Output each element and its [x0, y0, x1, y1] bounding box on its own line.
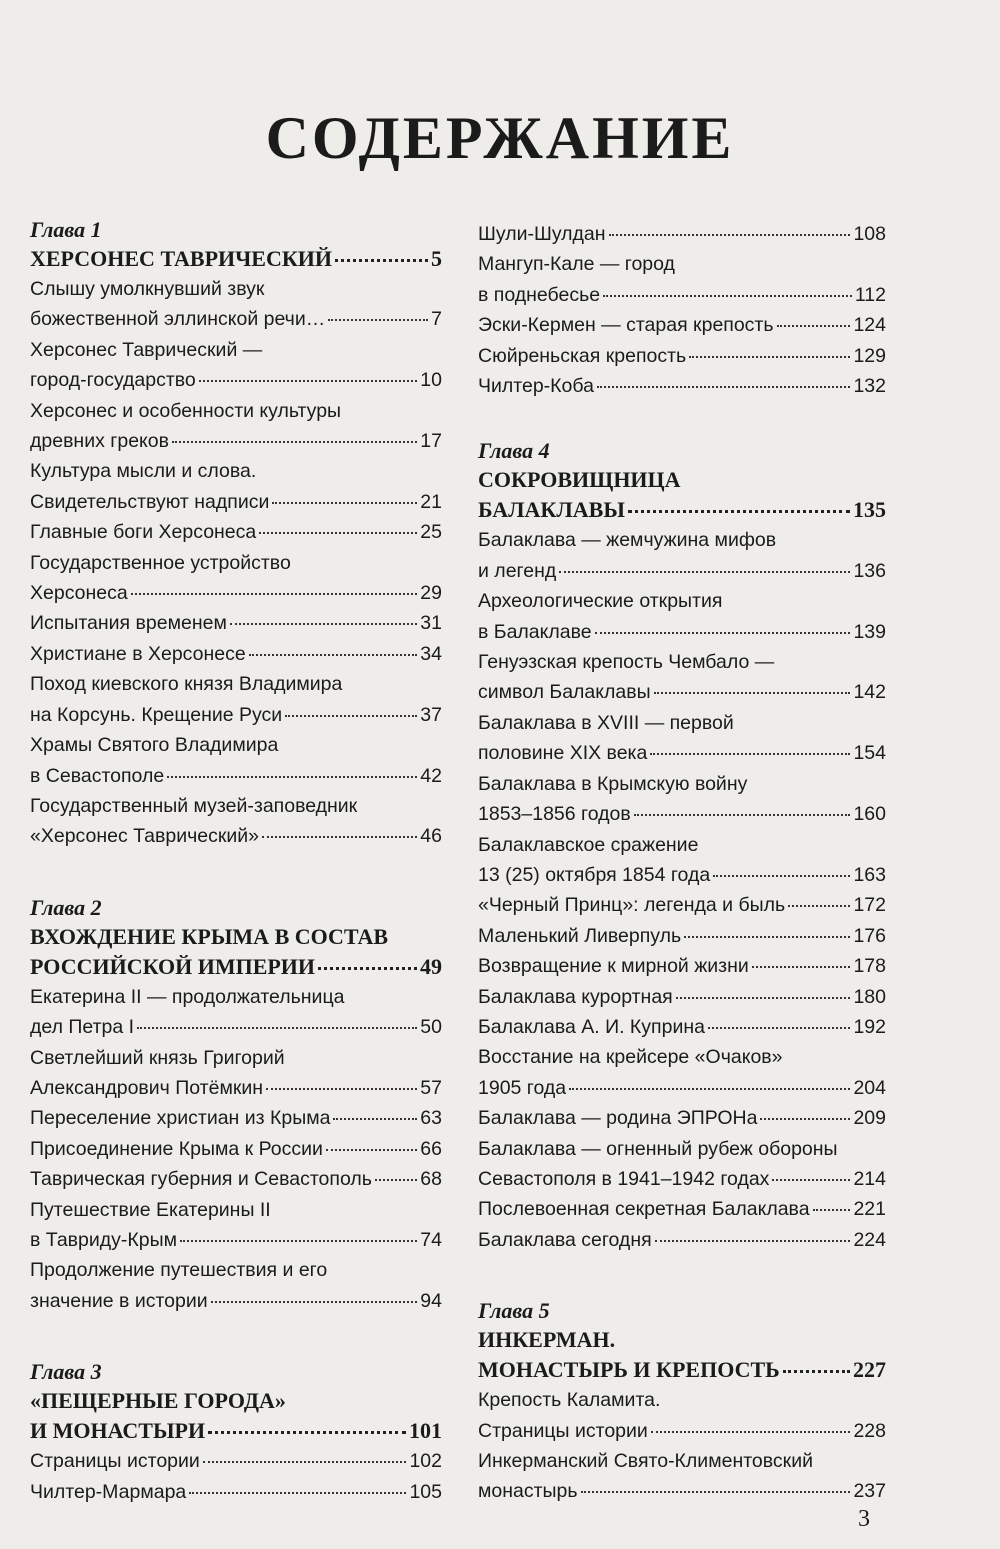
- toc-entry-last-line: [30, 700, 442, 730]
- toc-page-number: 49: [420, 953, 442, 979]
- toc-page-number: 10: [420, 369, 442, 392]
- toc-page-number: 180: [853, 985, 886, 1008]
- toc-right-column: [478, 219, 886, 1549]
- toc-entry-text: Маленький Ливерпуль: [478, 924, 682, 947]
- dot-leader: [333, 1118, 417, 1120]
- toc-entry-text: «Черный Принц»: легенда и быль: [478, 894, 786, 917]
- dot-leader: [752, 966, 851, 968]
- dot-leader: [609, 234, 851, 236]
- toc-page-number: 68: [420, 1168, 442, 1191]
- toc-page-number: 42: [420, 764, 442, 787]
- dot-leader: [581, 1491, 851, 1493]
- toc-entry: [30, 791, 442, 852]
- toc-page-number: 135: [853, 497, 886, 523]
- toc-entry-line: Генуэзская крепость Чембало —: [478, 651, 775, 674]
- toc-entry-text: монастырь: [478, 1480, 578, 1503]
- toc-entry-line: Балаклавское сражение: [478, 833, 699, 856]
- toc-entry-text: Послевоенная секретная Балаклава: [478, 1198, 810, 1221]
- dot-leader: [777, 325, 851, 327]
- dot-leader: [559, 571, 850, 573]
- toc-entry-line: Культура мысли и слова.: [30, 460, 257, 483]
- toc-entry-text: Христиане в Херсонесе: [30, 642, 246, 665]
- toc-page-number: 163: [853, 863, 886, 886]
- toc-entry-text: Главные боги Херсонеса: [30, 521, 257, 544]
- toc-entry: [478, 1103, 886, 1133]
- toc-entry-text: Балаклава А. И. Куприна: [478, 1015, 705, 1038]
- toc-entry-last-line: [478, 1073, 886, 1103]
- toc-entry-text: Свидетельствуют надписи: [30, 490, 270, 513]
- dot-leader: [569, 1088, 850, 1090]
- chapter-3-continuation: [478, 219, 886, 401]
- toc-entry-text: дел Петра I: [30, 1016, 135, 1039]
- toc-entry: [30, 274, 442, 335]
- toc-entry: [30, 982, 442, 1043]
- toc-entry: [478, 921, 886, 951]
- dot-leader: [788, 905, 850, 907]
- toc-entry: [478, 525, 886, 586]
- dot-leader: [634, 814, 851, 816]
- toc-page-number: 160: [853, 803, 886, 826]
- toc-entry-text: и легенд: [478, 559, 557, 582]
- dot-leader: [259, 532, 417, 534]
- toc-page-number: 66: [420, 1137, 442, 1160]
- toc-entry-line: Светлейший князь Григорий: [30, 1046, 285, 1069]
- toc-entry: [478, 1385, 886, 1446]
- toc-entry: [30, 1195, 442, 1256]
- dot-leader: [708, 1027, 850, 1029]
- toc-page-number: 34: [420, 642, 442, 665]
- toc-entry: [30, 1043, 442, 1104]
- dot-leader: [713, 875, 850, 877]
- toc-entry-text: РОССИЙСКОЙ ИМПЕРИИ: [30, 953, 316, 979]
- chapter-label: Глава 1: [30, 217, 102, 242]
- toc-page-number: 25: [420, 521, 442, 544]
- toc-entry: [478, 769, 886, 830]
- toc-entry-text: Шули-Шулдан: [478, 223, 606, 245]
- dot-leader: [167, 776, 417, 778]
- toc-entry-text: 1905 года: [478, 1076, 567, 1099]
- dot-leader: [189, 1492, 406, 1494]
- toc-entry-last-line: [30, 761, 442, 791]
- toc-entry-last-line: [30, 1225, 442, 1255]
- dot-leader: [597, 386, 851, 388]
- toc-entry-text: Возвращение к мирной жизни: [478, 955, 749, 978]
- toc-entry-text: Присоединение Крыма к России: [30, 1137, 323, 1160]
- toc-entry-last-line: [478, 738, 886, 768]
- toc-entry-text: Александрович Потёмкин: [30, 1076, 264, 1099]
- toc-page-number: 108: [853, 223, 886, 245]
- toc-entry-last-line: [478, 951, 886, 981]
- dot-leader: [595, 632, 851, 634]
- toc-entry-last-line: [30, 487, 442, 517]
- toc-entry: [478, 982, 886, 1012]
- toc-entry: [30, 730, 442, 791]
- toc-entry: [478, 1446, 886, 1507]
- toc-entry: [478, 1225, 886, 1255]
- toc-entry-list: [30, 1446, 442, 1507]
- page-title: СОДЕРЖАНИЕ: [265, 105, 735, 171]
- toc-entry-text: МОНАСТЫРЬ И КРЕПОСТЬ: [478, 1357, 780, 1383]
- toc-entry-last-line: [478, 1416, 886, 1446]
- toc-entry: [30, 1255, 442, 1316]
- toc-entry-last-line: [478, 1355, 886, 1385]
- toc-entry-text: 13 (25) октября 1854 года: [478, 863, 711, 886]
- toc-right-chapters: [478, 437, 886, 1506]
- toc-entry: [30, 669, 442, 730]
- toc-entry-list: [30, 982, 442, 1316]
- toc-entry-last-line: [30, 1103, 442, 1133]
- toc-entry-line: Археологические открытия: [478, 590, 723, 613]
- toc-page-number: 204: [853, 1076, 886, 1099]
- toc-entry-last-line: [30, 1073, 442, 1103]
- toc-entry-text: Севастополя в 1941–1942 годах: [478, 1167, 770, 1190]
- toc-entry-text: 1853–1856 годов: [478, 803, 631, 826]
- toc-entry-last-line: [478, 677, 886, 707]
- toc-entry: [478, 249, 886, 310]
- toc-entry: [30, 1477, 442, 1507]
- toc-entry-text: Страницы истории: [478, 1419, 648, 1442]
- dot-leader: [211, 1301, 418, 1303]
- dot-leader: [654, 692, 851, 694]
- toc-entry: [30, 1103, 442, 1133]
- toc-entry-line: Храмы Святого Владимира: [30, 734, 279, 757]
- chapter-title: [30, 244, 442, 274]
- toc-entry-text: в Тавриду-Крым: [30, 1228, 178, 1251]
- chapter-title-line: СОКРОВИЩНИЦА: [478, 467, 681, 493]
- toc-entry: [30, 517, 442, 547]
- toc-entry-line: Поход киевского князя Владимира: [30, 673, 343, 696]
- toc-entry-last-line: [30, 1286, 442, 1316]
- dot-leader: [266, 1088, 417, 1090]
- dot-leader: [655, 1240, 851, 1242]
- toc-page-number: 227: [853, 1357, 886, 1383]
- toc-entry-text: Херсонеса: [30, 582, 128, 605]
- toc-entry-last-line: [478, 371, 886, 401]
- toc-page-number: 31: [420, 612, 442, 635]
- toc-entry-last-line: [30, 1416, 442, 1446]
- chapter-label: Глава 2: [30, 894, 102, 920]
- toc-page-number: 102: [409, 1450, 442, 1473]
- toc-entry-last-line: [478, 1225, 886, 1255]
- toc-page-number: 154: [853, 742, 886, 765]
- chapter-label: Глава 3: [30, 1359, 102, 1385]
- toc-entry-last-line: [478, 921, 886, 951]
- toc-page-number: 50: [420, 1016, 442, 1039]
- dot-leader: [208, 1431, 406, 1434]
- dot-leader: [684, 936, 850, 938]
- toc-page-number: 74: [420, 1228, 442, 1251]
- chapter-section: [30, 894, 442, 1316]
- toc-page-number: 176: [853, 924, 886, 947]
- toc-entry-last-line: [30, 608, 442, 638]
- chapter-label: Глава 5: [478, 1298, 550, 1324]
- toc-entry: [30, 456, 442, 517]
- toc-entry: [30, 608, 442, 638]
- toc-entry-text: Таврическая губерния и Севастополь: [30, 1168, 372, 1191]
- toc-entry-last-line: [478, 341, 886, 371]
- toc-entry-text: в Севастополе: [30, 764, 165, 787]
- toc-entry-last-line: [478, 982, 886, 1012]
- dot-leader: [651, 1431, 851, 1433]
- toc-entry-last-line: [30, 1446, 442, 1476]
- dot-leader: [203, 1461, 407, 1463]
- toc-entry-last-line: [30, 952, 442, 982]
- toc-page-number: 29: [420, 582, 442, 605]
- toc-entry-last-line: [30, 365, 442, 395]
- toc-page-number: 228: [853, 1419, 886, 1442]
- toc-entry-last-line: [478, 556, 886, 586]
- dot-leader: [603, 295, 852, 297]
- dot-leader: [335, 259, 428, 262]
- toc-entry-text: И МОНАСТЫРИ: [30, 1418, 206, 1444]
- toc-left-column: [30, 216, 442, 1549]
- dot-leader: [272, 502, 417, 504]
- toc-entry-text: город-государство: [30, 369, 196, 392]
- dot-leader: [328, 319, 428, 321]
- toc-entry-text: Чилтер-Мармара: [30, 1480, 187, 1503]
- toc-entry-last-line: [478, 799, 886, 829]
- toc-entry-text: значение в истории: [30, 1289, 208, 1312]
- toc-entry-line: Государственное устройство: [30, 551, 291, 574]
- toc-entry: [478, 586, 886, 647]
- toc-entry-last-line: [30, 578, 442, 608]
- toc-entry-last-line: [30, 1134, 442, 1164]
- toc-page-number: 178: [853, 955, 886, 978]
- toc-entry-line: Слышу умолкнувший звук: [30, 278, 265, 300]
- toc-entry-last-line: [478, 1012, 886, 1042]
- toc-entry-last-line: [30, 517, 442, 547]
- toc-entry-line: Екатерина II — продолжательница: [30, 985, 345, 1008]
- toc-entry-text: БАЛАКЛАВЫ: [478, 497, 625, 523]
- toc-page-number: 101: [409, 1418, 442, 1444]
- toc-entry-last-line: [30, 639, 442, 669]
- toc-entry-line: Мангуп-Кале — город: [478, 253, 675, 276]
- toc-page-number: 57: [420, 1076, 442, 1099]
- toc-entry-last-line: [478, 219, 886, 249]
- toc-page-number: 105: [409, 1480, 442, 1503]
- toc-entry: [478, 1194, 886, 1224]
- dot-leader: [375, 1179, 417, 1181]
- dot-leader: [262, 836, 417, 838]
- dot-leader: [760, 1118, 850, 1120]
- toc-entry-line: Государственный музей-заповедник: [30, 794, 358, 817]
- dot-leader: [172, 441, 417, 443]
- toc-entry-text: Балаклава сегодня: [478, 1228, 652, 1251]
- dot-leader: [676, 997, 851, 999]
- toc-entry-text: древних греков: [30, 430, 170, 453]
- dot-leader: [137, 1027, 417, 1029]
- dot-leader: [285, 715, 417, 717]
- toc-entry-line: Балаклава — жемчужина мифов: [478, 529, 777, 552]
- chapter-section: [478, 1297, 886, 1507]
- toc-page-number: 224: [853, 1228, 886, 1251]
- toc-entry-last-line: [478, 495, 886, 525]
- chapter-title: [478, 1325, 886, 1385]
- toc-entry-last-line: [30, 1164, 442, 1194]
- toc-entry-last-line: [478, 890, 886, 920]
- toc-page-number: 5: [431, 246, 442, 271]
- toc-page-number: 94: [420, 1289, 442, 1312]
- chapter-section: [30, 1358, 442, 1507]
- chapter-title: [30, 1386, 442, 1446]
- toc-entry: [478, 341, 886, 371]
- toc-entry-last-line: [478, 1103, 886, 1133]
- toc-entry: [478, 371, 886, 401]
- toc-page-number: 37: [420, 703, 442, 726]
- toc-page-number: 221: [853, 1198, 886, 1221]
- toc-entry-text: в поднебесье: [478, 283, 601, 306]
- toc-entry-text: Сюйреньская крепость: [478, 344, 687, 367]
- toc-page-number: 112: [854, 283, 886, 306]
- toc-entry: [478, 1012, 886, 1042]
- dot-leader: [180, 1240, 417, 1242]
- toc-entry-line: Путешествие Екатерины II: [30, 1198, 271, 1221]
- toc-entry-last-line: [478, 280, 886, 310]
- toc-page-number: 172: [853, 894, 886, 917]
- dot-leader: [131, 593, 418, 595]
- chapter-label: Глава 4: [478, 438, 550, 464]
- dot-leader: [628, 510, 850, 513]
- toc-entry-line: Инкерманский Свято-Климентовский: [478, 1450, 813, 1472]
- toc-entry-line: Балаклава — огненный рубеж обороны: [478, 1137, 838, 1160]
- toc-entry-text: ХЕРСОНЕС ТАВРИЧЕСКИЙ: [30, 246, 333, 271]
- toc-entry-text: Чилтер-Коба: [478, 375, 594, 398]
- toc-page-number: 129: [853, 344, 886, 367]
- toc-entry-last-line: [30, 426, 442, 456]
- toc-page-number: 139: [853, 620, 886, 643]
- toc-entry-line: Восстание на крейсере «Очаков»: [478, 1046, 783, 1069]
- toc-entry-text: Испытания временем: [30, 612, 227, 635]
- toc-entry: [30, 1164, 442, 1194]
- dot-leader: [326, 1149, 417, 1151]
- toc-entry: [478, 219, 886, 249]
- toc-entry: [478, 647, 886, 708]
- toc-entry-last-line: [478, 860, 886, 890]
- chapter-title-line: «ПЕЩЕРНЫЕ ГОРОДА»: [30, 1388, 286, 1414]
- toc-entry-line: Херсонес Таврический —: [30, 338, 263, 361]
- chapter-title-line: ВХОЖДЕНИЕ КРЫМА В СОСТАВ: [30, 923, 389, 949]
- toc-entry: [30, 335, 442, 396]
- toc-entry-last-line: [478, 1194, 886, 1224]
- toc-entry-text: Балаклава — родина ЭПРОНа: [478, 1107, 758, 1130]
- toc-entry-last-line: [478, 310, 886, 340]
- dot-leader: [249, 654, 418, 656]
- toc-page-number: 132: [853, 375, 886, 398]
- toc-entry: [30, 396, 442, 457]
- toc-entry-text: Переселение христиан из Крыма: [30, 1107, 331, 1130]
- toc-entry-line: Балаклава в XVIII — первой: [478, 711, 734, 734]
- toc-entry-text: на Корсунь. Крещение Руси: [30, 703, 283, 726]
- toc-entry-text: Эски-Кермен — старая крепость: [478, 314, 774, 337]
- toc-entry: [30, 639, 442, 669]
- dot-leader: [230, 623, 417, 625]
- dot-leader: [813, 1209, 851, 1211]
- dot-leader: [689, 356, 850, 358]
- dot-leader: [650, 753, 850, 755]
- toc-entry: [478, 708, 886, 769]
- toc-page-number: 209: [853, 1107, 886, 1130]
- chapter-section: [30, 216, 442, 852]
- toc-entry-list: [478, 1385, 886, 1507]
- toc-entry-text: символ Балаклавы: [478, 681, 651, 704]
- toc-entry-list: [30, 274, 442, 852]
- toc-entry-last-line: [30, 304, 442, 334]
- toc-page-number: 136: [853, 559, 886, 582]
- toc-entry: [478, 890, 886, 920]
- toc-entry-text: Балаклава курортная: [478, 985, 673, 1008]
- chapter-title: [30, 922, 442, 982]
- toc-entry-last-line: [478, 1164, 886, 1194]
- toc-entry: [478, 1134, 886, 1195]
- toc-entry-last-line: [30, 821, 442, 851]
- toc-entry-line: Продолжение путешествия и его: [30, 1259, 328, 1282]
- toc-entry-line: Балаклава в Крымскую войну: [478, 772, 748, 795]
- toc-entry: [30, 1134, 442, 1164]
- toc-entry-text: божественной эллинской речи…: [30, 308, 326, 331]
- toc-entry-list: [478, 525, 886, 1255]
- toc-entry: [478, 1042, 886, 1103]
- toc-entry-text: половине XIX века: [478, 742, 648, 765]
- chapter-title: [478, 465, 886, 525]
- dot-leader: [199, 380, 418, 382]
- toc-entry: [478, 310, 886, 340]
- dot-leader: [772, 1179, 850, 1181]
- page-number: 3: [858, 1506, 870, 1532]
- toc-page-number: 7: [431, 308, 442, 331]
- toc-entry: [478, 830, 886, 891]
- toc-entry-line: Херсонес и особенности культуры: [30, 399, 342, 422]
- toc-entry-last-line: [30, 244, 442, 274]
- toc-page-number: 63: [420, 1107, 442, 1130]
- toc-page-number: 46: [420, 825, 442, 848]
- toc-page-number: 192: [853, 1015, 886, 1038]
- toc-entry-text: в Балаклаве: [478, 620, 592, 643]
- toc-entry-last-line: [478, 1476, 886, 1506]
- toc-entry-text: Страницы истории: [30, 1450, 200, 1473]
- toc-entry-line: Крепость Каламита.: [478, 1389, 661, 1412]
- toc-entry-last-line: [478, 617, 886, 647]
- toc-page-number: 21: [420, 490, 442, 513]
- toc-page-number: 17: [420, 430, 442, 453]
- toc-entry: [478, 951, 886, 981]
- toc-page-number: 214: [853, 1167, 886, 1190]
- toc-page-number: 237: [853, 1480, 886, 1503]
- toc-entry-text: «Херсонес Таврический»: [30, 825, 260, 848]
- toc-page-number: 124: [853, 314, 886, 337]
- toc-entry: [30, 1446, 442, 1476]
- chapter-section: [478, 437, 886, 1255]
- toc-entry: [30, 548, 442, 609]
- toc-page-number: 142: [853, 681, 886, 704]
- toc-entry-last-line: [30, 1477, 442, 1507]
- dot-leader: [318, 967, 417, 970]
- toc-entry-last-line: [30, 1012, 442, 1042]
- chapter-title-line: ИНКЕРМАН.: [478, 1327, 616, 1353]
- dot-leader: [783, 1370, 850, 1373]
